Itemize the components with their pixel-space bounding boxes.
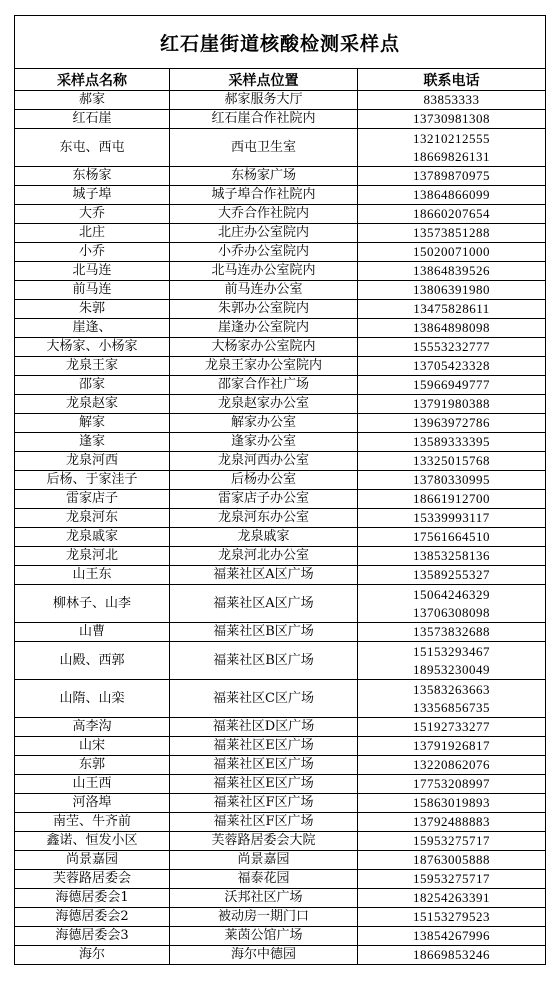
phone-number: 13573851288 [413,225,491,240]
sampling-points-table [14,15,546,965]
phone-number: 13706308098 [413,604,491,620]
cell-location[interactable]: 福莱社区E区广场 [170,756,358,775]
header-name[interactable]: 采样点名称 [15,69,170,91]
table-row [15,775,546,794]
phone-number: 15966949777 [413,377,491,392]
cell-name[interactable]: 小乔 [15,243,170,262]
table-row [15,794,546,813]
cell-location[interactable]: 解家办公室 [170,414,358,433]
phone-number: 13475828611 [413,301,490,316]
cell-name[interactable]: 柳林子、山李 [15,585,170,623]
cell-location[interactable]: 朱郭办公室院内 [170,300,358,319]
table-row [15,946,546,965]
cell-name[interactable]: 东郭 [15,756,170,775]
table-row [15,680,546,718]
cell-phone[interactable] [358,262,546,281]
cell-name[interactable]: 龙泉戚家 [15,528,170,547]
cell-location[interactable]: 沃邦社区广场 [170,889,358,908]
table-row [15,509,546,528]
cell-location[interactable]: 大杨家办公室院内 [170,338,358,357]
table-row [15,262,546,281]
table-row [15,832,546,851]
cell-name[interactable]: 逢家 [15,433,170,452]
table-title: 红石崖街道核酸检测采样点 [15,16,546,69]
cell-location[interactable]: 福莱社区F区广场 [170,813,358,832]
title-row [15,16,546,69]
cell-phone[interactable] [358,946,546,965]
table-row [15,813,546,832]
cell-location[interactable]: 后杨办公室 [170,471,358,490]
table-row [15,908,546,927]
phone-number: 17753208997 [413,776,491,791]
cell-location[interactable]: 小乔办公室院内 [170,243,358,262]
phone-number: 15064246329 [413,586,491,602]
cell-location[interactable]: 福莱社区E区广场 [170,737,358,756]
cell-location[interactable]: 东杨家广场 [170,167,358,186]
cell-phone[interactable] [358,91,546,110]
cell-location[interactable]: 郝家服务大厅 [170,91,358,110]
phone-number: 13853258136 [413,548,491,563]
table-row [15,167,546,186]
phone-number: 18669826131 [413,148,491,164]
phone-number: 18953230049 [413,661,491,677]
cell-location[interactable]: 大乔合作社院内 [170,205,358,224]
phone-number: 13791926817 [413,738,491,753]
cell-location[interactable]: 福泰花园 [170,870,358,889]
cell-name[interactable]: 河洛埠 [15,794,170,813]
cell-location[interactable]: 逢家办公室 [170,433,358,452]
cell-phone[interactable] [358,756,546,775]
cell-phone[interactable] [358,509,546,528]
cell-location[interactable]: 海尔中德园 [170,946,358,965]
table-row [15,319,546,338]
table-row [15,718,546,737]
table-row [15,376,546,395]
cell-phone[interactable] [358,718,546,737]
cell-location[interactable]: 崖逢办公室院内 [170,319,358,338]
cell-location[interactable]: 邵家合作社广场 [170,376,358,395]
cell-name[interactable]: 崖逢、 [15,319,170,338]
table-row [15,357,546,376]
cell-phone[interactable] [358,623,546,642]
cell-name[interactable]: 龙泉河东 [15,509,170,528]
cell-name[interactable]: 山隋、山栾 [15,680,170,718]
cell-name[interactable]: 南茔、牛齐前 [15,813,170,832]
phone-number: 13854267996 [413,928,491,943]
cell-phone[interactable] [358,547,546,566]
spreadsheet [14,15,545,965]
phone-number: 15020071000 [413,244,491,259]
table-row [15,927,546,946]
cell-phone[interactable] [358,452,546,471]
table-row [15,471,546,490]
table-row [15,224,546,243]
cell-phone[interactable] [358,680,546,718]
cell-location[interactable]: 龙泉河北办公室 [170,547,358,566]
table-row [15,623,546,642]
phone-number: 13589333395 [413,434,491,449]
cell-phone[interactable] [358,642,546,680]
table-row [15,281,546,300]
cell-location[interactable]: 尚景嘉园 [170,851,358,870]
cell-location[interactable]: 龙泉赵家办公室 [170,395,358,414]
phone-number: 13780330995 [413,472,491,487]
header-phone[interactable]: 联系电话 [358,69,546,91]
header-row [15,69,546,91]
cell-location[interactable]: 莱茵公馆广场 [170,927,358,946]
cell-location[interactable]: 红石崖合作社院内 [170,110,358,129]
table-row [15,300,546,319]
cell-name[interactable]: 邵家 [15,376,170,395]
table-row [15,433,546,452]
cell-phone[interactable] [358,528,546,547]
phone-number: 13789870975 [413,168,491,183]
table-row [15,756,546,775]
cell-name[interactable]: 龙泉河北 [15,547,170,566]
table-row [15,186,546,205]
phone-number: 15553232777 [413,339,491,354]
table-row [15,395,546,414]
cell-phone[interactable] [358,357,546,376]
phone-number: 13963972786 [413,415,491,430]
table-row [15,490,546,509]
cell-name[interactable]: 龙泉王家 [15,357,170,376]
cell-phone[interactable] [358,224,546,243]
cell-name[interactable]: 后杨、于家洼子 [15,471,170,490]
cell-location[interactable]: 北庄办公室院内 [170,224,358,243]
table-row [15,737,546,756]
phone-number: 13705423328 [413,358,491,373]
cell-name[interactable]: 山王西 [15,775,170,794]
cell-name[interactable]: 朱郭 [15,300,170,319]
cell-location[interactable]: 龙泉河西办公室 [170,452,358,471]
cell-name[interactable]: 大杨家、小杨家 [15,338,170,357]
phone-number: 18660207654 [413,206,491,221]
phone-number: 13806391980 [413,282,491,297]
cell-location[interactable]: 福莱社区F区广场 [170,794,358,813]
cell-phone[interactable] [358,433,546,452]
table-row [15,338,546,357]
phone-number: 13210212555 [413,130,491,146]
cell-phone[interactable] [358,851,546,870]
cell-phone[interactable] [358,300,546,319]
cell-phone[interactable] [358,471,546,490]
cell-name[interactable]: 海尔 [15,946,170,965]
cell-name[interactable]: 城子埠 [15,186,170,205]
cell-name[interactable]: 鑫诺、恒发小区 [15,832,170,851]
cell-phone[interactable] [358,794,546,813]
cell-name[interactable]: 山宋 [15,737,170,756]
cell-phone[interactable] [358,585,546,623]
table-row [15,243,546,262]
cell-location[interactable]: 福莱社区C区广场 [170,680,358,718]
cell-location[interactable]: 福莱社区D区广场 [170,718,358,737]
cell-phone[interactable] [358,775,546,794]
cell-location[interactable]: 龙泉王家办公室院内 [170,357,358,376]
phone-number: 17561664510 [413,529,491,544]
cell-name[interactable]: 北庄 [15,224,170,243]
cell-location[interactable]: 福莱社区E区广场 [170,775,358,794]
cell-phone[interactable] [358,832,546,851]
cell-phone[interactable] [358,186,546,205]
header-location[interactable]: 采样点位置 [170,69,358,91]
table-row [15,452,546,471]
cell-location[interactable]: 福莱社区B区广场 [170,623,358,642]
cell-location[interactable]: 前马连办公室 [170,281,358,300]
cell-phone[interactable] [358,319,546,338]
phone-number: 18669853246 [413,947,491,962]
cell-name[interactable]: 东屯、西屯 [15,129,170,167]
phone-number: 83853333 [423,92,480,107]
cell-name[interactable]: 大乔 [15,205,170,224]
cell-phone[interactable] [358,737,546,756]
cell-location[interactable]: 福莱社区A区广场 [170,566,358,585]
cell-name[interactable]: 尚景嘉园 [15,851,170,870]
cell-name[interactable]: 解家 [15,414,170,433]
phone-number: 13864898098 [413,320,491,335]
table-row [15,851,546,870]
cell-name[interactable]: 山殿、西郭 [15,642,170,680]
phone-number: 13573832688 [413,624,491,639]
cell-name[interactable]: 红石崖 [15,110,170,129]
cell-location[interactable]: 福莱社区B区广场 [170,642,358,680]
cell-name[interactable]: 北马连 [15,262,170,281]
cell-location[interactable]: 被动房一期门口 [170,908,358,927]
phone-number: 13791980388 [413,396,491,411]
cell-phone[interactable] [358,813,546,832]
cell-name[interactable]: 前马连 [15,281,170,300]
cell-phone[interactable] [358,870,546,889]
phone-number: 13730981308 [413,111,491,126]
phone-number: 18254263391 [413,890,491,905]
phone-number: 13583263663 [413,681,491,697]
phone-number: 13356856735 [413,699,491,715]
cell-location[interactable]: 北马连办公室院内 [170,262,358,281]
cell-location[interactable]: 西屯卫生室 [170,129,358,167]
cell-location[interactable]: 雷家店子办公室 [170,490,358,509]
phone-number: 15339993117 [413,510,490,525]
cell-name[interactable]: 郝家 [15,91,170,110]
table-row [15,414,546,433]
cell-phone[interactable] [358,566,546,585]
phone-number: 13589255327 [413,567,491,582]
phone-number: 13864866099 [413,187,491,202]
phone-number: 13792488883 [413,814,491,829]
cell-name[interactable]: 东杨家 [15,167,170,186]
cell-phone[interactable] [358,395,546,414]
phone-number: 15153279523 [413,909,491,924]
table-row [15,129,546,167]
phone-number: 15153293467 [413,643,491,659]
phone-number: 15953275717 [413,871,491,886]
cell-phone[interactable] [358,205,546,224]
cell-phone[interactable] [358,490,546,509]
cell-phone[interactable] [358,889,546,908]
table-row [15,585,546,623]
cell-phone[interactable] [358,281,546,300]
table-row [15,547,546,566]
cell-name[interactable]: 雷家店子 [15,490,170,509]
phone-number: 15192733277 [413,719,491,734]
cell-name[interactable]: 山王东 [15,566,170,585]
table-row [15,889,546,908]
cell-name[interactable]: 高李沟 [15,718,170,737]
table-row [15,205,546,224]
cell-phone[interactable] [358,110,546,129]
phone-number: 18661912700 [413,491,491,506]
cell-name[interactable]: 芙蓉路居委会 [15,870,170,889]
phone-number: 13864839526 [413,263,491,278]
cell-name[interactable]: 海德居委会2 [15,908,170,927]
cell-phone[interactable] [358,376,546,395]
cell-location[interactable]: 芙蓉路居委会大院 [170,832,358,851]
table-row [15,566,546,585]
cell-phone[interactable] [358,167,546,186]
cell-name[interactable]: 海德居委会1 [15,889,170,908]
cell-name[interactable]: 山曹 [15,623,170,642]
cell-phone[interactable] [358,414,546,433]
table-body [15,91,546,965]
cell-name[interactable]: 海德居委会3 [15,927,170,946]
cell-phone[interactable] [358,243,546,262]
cell-location[interactable]: 龙泉戚家 [170,528,358,547]
cell-name[interactable]: 龙泉河西 [15,452,170,471]
table-row [15,110,546,129]
cell-name[interactable]: 龙泉赵家 [15,395,170,414]
table-row [15,642,546,680]
cell-location[interactable]: 龙泉河东办公室 [170,509,358,528]
phone-number: 15863019893 [413,795,491,810]
table-row [15,528,546,547]
cell-location[interactable]: 城子埠合作社院内 [170,186,358,205]
cell-location[interactable]: 福莱社区A区广场 [170,585,358,623]
phone-number: 13220862076 [413,757,491,772]
cell-phone[interactable] [358,338,546,357]
cell-phone[interactable] [358,927,546,946]
phone-number: 15953275717 [413,833,491,848]
phone-number: 13325015768 [413,453,491,468]
table-row [15,870,546,889]
cell-phone[interactable] [358,908,546,927]
phone-number: 18763005888 [413,852,491,867]
table-row [15,91,546,110]
cell-phone[interactable] [358,129,546,167]
